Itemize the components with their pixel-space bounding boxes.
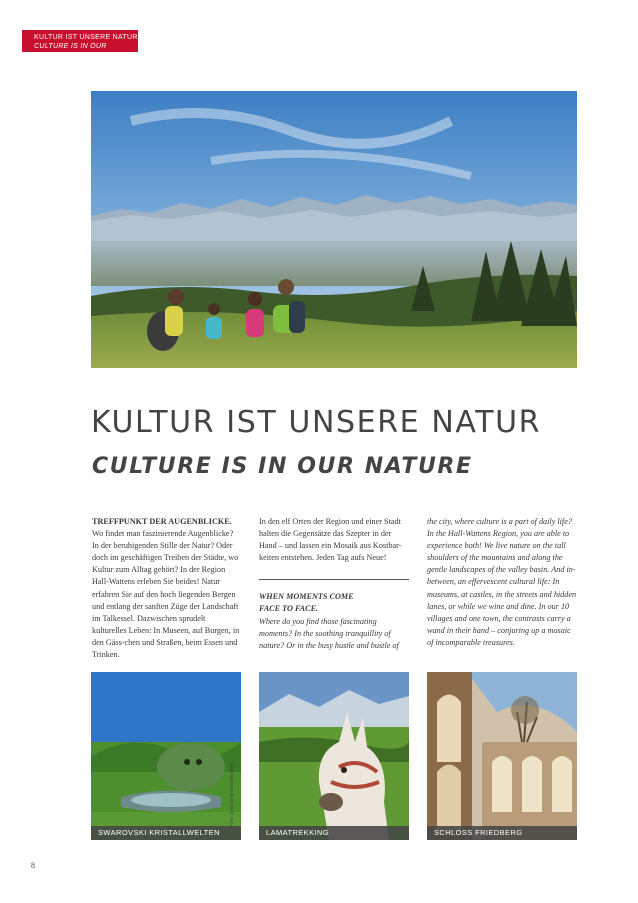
column2-text: In den elf Orten der Region und einer Stadt halten die Gegensätze das Szepter in der Hand – und lassen ein Mosaik aus Kostbar-keiten entstehen. Jeden Tag aufs Neue! bbox=[259, 517, 402, 563]
page-title: KULTUR IST UNSERE NATUR bbox=[91, 405, 542, 440]
text-column-2 bbox=[259, 516, 409, 652]
photo-caption: SWAROVSKI KRISTALLWELTEN bbox=[91, 826, 241, 840]
section-tab bbox=[22, 30, 138, 59]
column3-text: the city, where culture is a part of daily life? In the Hall-Wattens Region, you are able to experience both! We live nature on the tall shoulders of the mountains and along the gentle landscapes of the valley basin. And in-between, an effervescent cultural life: In museums, at castles, in the streets and hidden lanes, or while we wine and dine. In our 10 villages and one town, the contrasts carry a wand in their hand – conjuring up a mosaic of incomparable treasures. bbox=[427, 517, 577, 647]
column1-text: Wo findet man faszinierende Augenblicke? In der beruhigenden Stille der Natur? Oder doch im geschäftigen Treiben der Städte, wo Kultur zum Alltag gehört? In der Region Hall-Wattens erleben Sie beides! Natur erfahren Sie auf den hoch liegenden Bergen und entlang der sanften Züge der Landschaft im Talkessel. Dazwischen sprudelt kulturelles Leben: In Museen, auf Burgen, in den Gäss-chen und Straßen, beim Essen und Trinken. bbox=[92, 529, 240, 660]
photo-swarovski bbox=[91, 672, 241, 840]
column2-heading-2: FACE TO FACE. bbox=[259, 604, 319, 614]
text-column-3 bbox=[427, 516, 577, 649]
page-number: 8 bbox=[31, 861, 35, 870]
photo-caption: SCHLOSS FRIEDBERG bbox=[427, 826, 577, 840]
column-divider bbox=[259, 579, 409, 580]
photo-schloss-friedberg bbox=[427, 672, 577, 840]
section-tab-title: KULTUR IST UNSERE NATUR bbox=[34, 34, 138, 41]
column2-italic-text: Where do you find those fascinating moments? In the soothing tranquillity of nature? Or in the busy hustle and bustle of bbox=[259, 616, 399, 650]
section-tab-subtitle: CULTURE IS IN OUR NATURE bbox=[34, 43, 107, 59]
page-subtitle: CULTURE IS IN OUR NATURE bbox=[92, 454, 473, 479]
text-column-1 bbox=[92, 516, 242, 661]
photo-credit-text: Foto: Swarovski Kristallwelten bbox=[230, 763, 235, 827]
photo-lamatrekking bbox=[259, 672, 409, 840]
photo-caption: LAMATREKKING bbox=[259, 826, 409, 840]
column1-paragraph bbox=[92, 516, 242, 661]
column1-lead: TREFFPUNKT DER AUGENBLICKE. bbox=[92, 517, 232, 526]
hero-image bbox=[91, 91, 577, 368]
column2-heading-1: WHEN MOMENTS COME bbox=[259, 592, 354, 602]
photo-credit bbox=[230, 737, 240, 827]
